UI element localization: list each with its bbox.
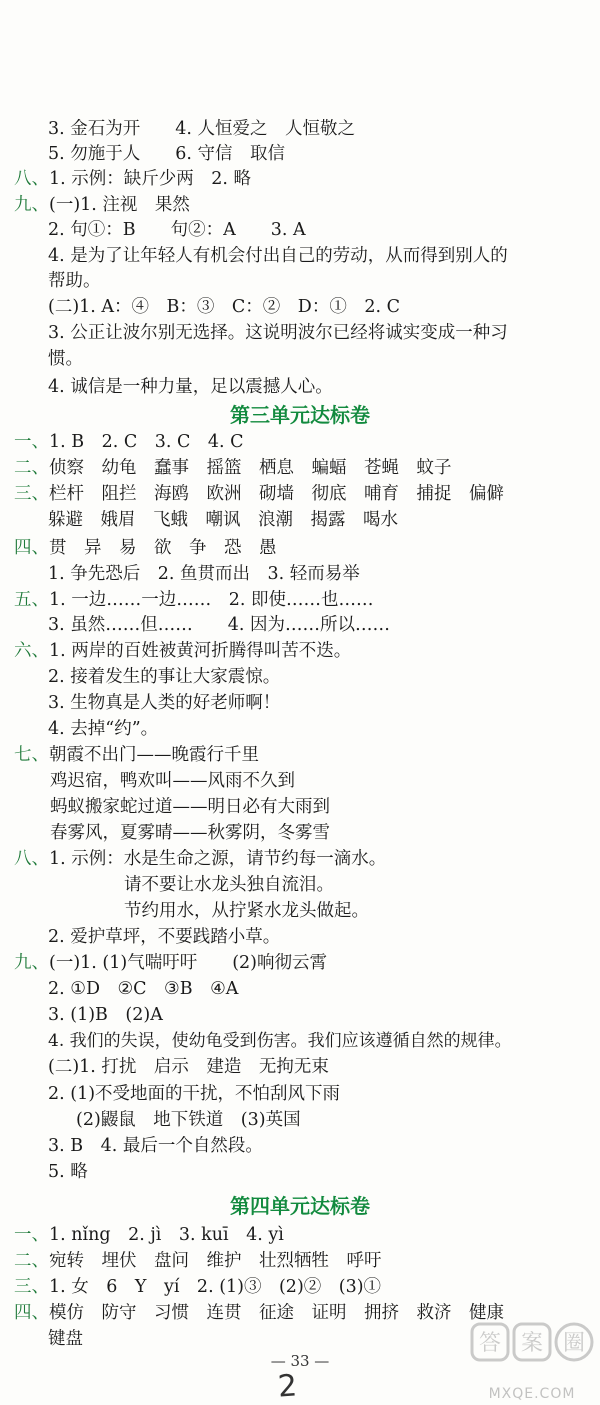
answer-line: 1. 争先恐后 2. 鱼贯而出 3. 轻而易举 xyxy=(48,564,360,584)
answer-line: 四、模仿 防守 习惯 连贯 征途 证明 拥挤 救济 健康 xyxy=(14,1303,504,1323)
section-label: 二、 xyxy=(14,1251,49,1271)
watermark-site: MXQE.COM xyxy=(488,1386,576,1402)
answer-line: 键盘 xyxy=(48,1329,83,1349)
answer-line: 2. (1)不受地面的干扰，不怕刮风下雨 xyxy=(48,1084,341,1104)
answer-line: 3. 金石为开 4. 人恒爱之 人恒敬之 xyxy=(48,119,356,139)
answer-line: 八、1. 示例：缺斤少两 2. 略 xyxy=(14,169,252,189)
watermark-char-2: 案 xyxy=(520,1331,544,1356)
section-label: 八、 xyxy=(14,849,49,869)
section-label: 九、 xyxy=(14,953,49,973)
handwritten-mark: 2 xyxy=(276,1368,299,1405)
answer-line: 3. 生物真是人类的好老师啊！ xyxy=(48,693,281,713)
unit-4-title: 第四单元达标卷 xyxy=(230,1194,370,1218)
answer-line: 五、1. 一边……一边…… 2. 即使……也…… xyxy=(14,590,374,610)
answer-line: 八、1. 示例：水是生命之源，请节约每一滴水。 xyxy=(14,849,387,869)
answer-line: 春雾风，夏雾晴——秋雾阴，冬雾雪 xyxy=(50,823,330,843)
answer-line: 3. B 4. 最后一个自然段。 xyxy=(48,1136,263,1156)
section-label: 一、 xyxy=(14,1225,49,1245)
answer-line: 2. 句①：B 句②：A 3. A xyxy=(48,220,306,240)
watermark-badge-icon xyxy=(468,1318,596,1376)
answer-line: (二)1. 打扰 启示 建造 无拘无束 xyxy=(48,1057,329,1077)
answer-line: 躲避 娥眉 飞蛾 嘲讽 浪潮 揭露 喝水 xyxy=(48,510,398,530)
answer-line: 六、1. 两岸的百姓被黄河折腾得叫苦不迭。 xyxy=(14,641,352,661)
answer-line: 5. 勿施于人 6. 守信 取信 xyxy=(48,144,286,164)
answer-line: 4. 去掉“约”。 xyxy=(48,719,159,739)
answer-line: 鸡迟宿，鸭欢叫——风雨不久到 xyxy=(50,771,295,791)
page-number: — 33 — xyxy=(270,1352,330,1370)
answer-line: 2. 爱护草坪，不要践踏小草。 xyxy=(48,927,281,947)
answer-line: 七、朝霞不出门——晚霞行千里 xyxy=(14,745,259,765)
section-label: 九、 xyxy=(14,195,49,215)
answer-line: 节约用水，从拧紧水龙头做起。 xyxy=(124,901,369,921)
answer-line: (2)鼹鼠 地下铁道 (3)英国 xyxy=(76,1110,301,1130)
section-label: 七、 xyxy=(14,745,49,765)
answer-line: 蚂蚁搬家蛇过道——明日必有大雨到 xyxy=(50,797,330,817)
answer-line: 2. ①D ②C ③B ④A xyxy=(48,979,239,999)
section-label: 五、 xyxy=(14,590,49,610)
answer-line: 3. 虽然……但…… 4. 因为……所以…… xyxy=(48,615,391,635)
answer-line: 4. 我们的失误，使幼龟受到伤害。我们应该遵循自然的规律。 xyxy=(48,1031,512,1051)
section-label: 三、 xyxy=(14,1277,49,1297)
section-label: 三、 xyxy=(14,484,49,504)
answer-line: 二、宛转 埋伏 盘问 维护 壮烈牺牲 呼吁 xyxy=(14,1251,382,1271)
answer-line: 一、1. B 2. C 3. C 4. C xyxy=(14,432,244,452)
section-label: 八、 xyxy=(14,169,49,189)
section-label: 二、 xyxy=(14,458,49,478)
answer-line: 九、(一)1. (1)气喘吁吁 (2)响彻云霄 xyxy=(14,953,327,973)
answer-line: 4. 诚信是一种力量，足以震撼人心。 xyxy=(48,377,333,397)
section-label: 四、 xyxy=(14,1303,49,1323)
answer-line: 4. 是为了让年轻人有机会付出自己的劳动，从而得到别人的 xyxy=(48,246,508,266)
answer-line: 帮助。 xyxy=(48,271,101,291)
answer-line: (二)1. A：④ B：③ C：② D：① 2. C xyxy=(48,297,400,317)
answer-line: 一、1. nǐng 2. jì 3. kuī 4. yì xyxy=(14,1225,284,1245)
answer-line: 惯。 xyxy=(48,349,83,369)
answer-line: 5. 略 xyxy=(48,1162,88,1182)
section-label: 六、 xyxy=(14,641,49,661)
section-label: 四、 xyxy=(14,538,49,558)
watermark-logo xyxy=(468,1318,596,1402)
answer-line: 二、侦察 幼龟 蠢事 摇篮 栖息 蝙蝠 苍蝇 蚊子 xyxy=(14,458,452,478)
answer-line: 三、1. 女 6 Y yí 2. (1)③ (2)② (3)① xyxy=(14,1277,382,1297)
answer-line: 3. 公正让波尔别无选择。这说明波尔已经将诚实变成一种习 xyxy=(48,323,508,343)
answer-line: 2. 接着发生的事让大家震惊。 xyxy=(48,667,281,687)
answer-line: 请不要让水龙头独自流泪。 xyxy=(124,875,334,895)
watermark-char-1: 答 xyxy=(478,1331,502,1356)
answer-line: 3. (1)B (2)A xyxy=(48,1005,163,1025)
watermark-char-3: 圈 xyxy=(562,1331,586,1356)
answer-line: 九、(一)1. 注视 果然 xyxy=(14,195,190,215)
section-label: 一、 xyxy=(14,432,49,452)
unit-3-title: 第三单元达标卷 xyxy=(230,403,370,427)
answer-line: 四、贯 异 易 欲 争 恐 愚 xyxy=(14,538,277,558)
answer-line: 三、栏杆 阻拦 海鸥 欧洲 砌墙 彻底 哺育 捕捉 偏僻 xyxy=(14,484,504,504)
